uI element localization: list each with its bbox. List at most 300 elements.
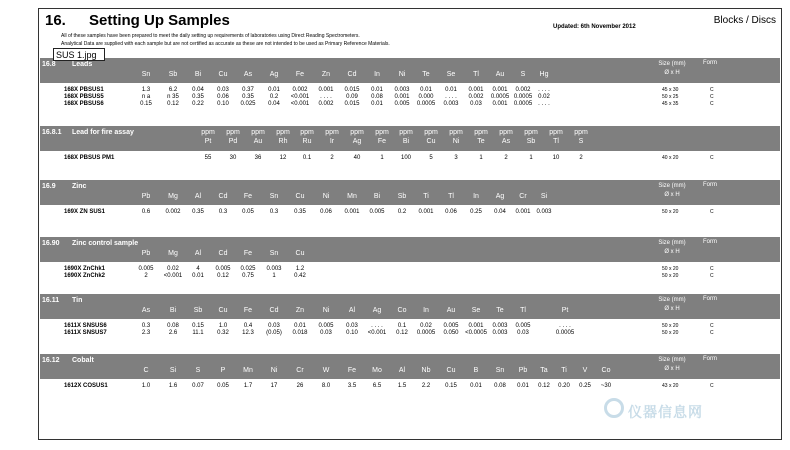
table-cell: 0.12 [167, 101, 179, 107]
table-cell: 0.04 [268, 101, 280, 107]
sample-code: 1612X COSUS1 [64, 383, 108, 389]
column-header: Te [422, 71, 430, 78]
column-header: W [322, 367, 330, 374]
column-header: Sb [397, 193, 407, 200]
column-unit: ppm [350, 129, 364, 136]
table-cell: 0.01 [294, 323, 306, 329]
table-cell: 0.06 [445, 209, 457, 215]
column-header [321, 128, 343, 146]
sample-code: 1690X ZnChk1 [64, 266, 106, 272]
table-cell: 2 [579, 155, 583, 161]
column-header: Mn [347, 193, 357, 200]
column-header: Cu [295, 193, 305, 200]
table-cell: 1 [529, 155, 533, 161]
column-header: P [220, 367, 226, 374]
section-header-bar [40, 180, 780, 205]
column-element: Rh [278, 138, 288, 145]
column-header: Mn [243, 367, 253, 374]
column-unit: ppm [226, 129, 240, 136]
table-cell: 0.01 [470, 383, 482, 389]
table-cell: 0.04 [494, 209, 506, 215]
column-element: Te [477, 138, 485, 145]
column-header [346, 128, 368, 146]
column-header: B [473, 367, 479, 374]
table-cell: 3 [454, 155, 458, 161]
column-header: Cd [269, 307, 279, 314]
table-cell: 1 [380, 155, 384, 161]
column-element: Fe [377, 138, 387, 145]
section-header-bar [40, 237, 780, 262]
column-header [420, 128, 442, 146]
column-header: In [423, 307, 429, 314]
column-header: Cd [218, 193, 228, 200]
section-number: 16. [45, 12, 66, 29]
section-title: 16.9 Zinc [42, 183, 87, 190]
table-cell: 0.06 [320, 209, 332, 215]
table-row [40, 208, 780, 216]
size-head-line: Size (mm) [658, 297, 686, 303]
sample-code: 168X PBSUS6 [64, 101, 104, 107]
table-cell: 5 [429, 155, 433, 161]
column-element: As [501, 138, 511, 145]
table-row [40, 329, 780, 337]
form-value: C [710, 383, 714, 389]
table-cell: 0.001 [468, 323, 484, 329]
column-header: Ni [322, 307, 330, 314]
section-subtitle: Cobalt [72, 357, 94, 364]
table-cell: 1.3 [141, 87, 151, 93]
table-cell: 0.15 [445, 383, 457, 389]
column-header: Au [446, 307, 456, 314]
table-cell: 0.015 [344, 87, 360, 93]
table-cell: 0.35 [192, 94, 204, 100]
section-subtitle: Zinc [72, 183, 87, 190]
column-header: Sn [269, 250, 279, 257]
column-header: As [141, 307, 151, 314]
table-cell: 0.005 [394, 101, 410, 107]
column-element: Ni [452, 138, 460, 145]
table-cell: 6.2 [168, 87, 178, 93]
column-header: Mg [168, 250, 178, 257]
table-cell: 26 [296, 383, 304, 389]
sample-code: 168X PBSUS1 [64, 87, 104, 93]
column-unit: ppm [276, 129, 290, 136]
column-unit: ppm [449, 129, 463, 136]
column-unit: ppm [549, 129, 563, 136]
table-cell: 0.08 [494, 383, 506, 389]
column-header: Al [348, 307, 356, 314]
column-header: Al [194, 250, 202, 257]
table-cell: 0.025 [240, 101, 256, 107]
table-cell: 0.005 [515, 323, 531, 329]
image-tab-label[interactable]: SUS 1.jpg [53, 48, 105, 61]
table-cell: 0.12 [217, 273, 229, 279]
column-header: Ni [322, 193, 330, 200]
column-header: Mg [168, 193, 178, 200]
intro-line: Analytical Data are supplied with each sample but are not certified as accurate as these are not intended to be used as Primary Reference Materials. [61, 41, 390, 47]
table-cell: 0.35 [294, 209, 306, 215]
table-cell: 1.6 [168, 383, 178, 389]
size-value: 50 x 20 [662, 323, 679, 329]
column-element: Tl [553, 138, 559, 145]
table-cell: 0.01 [420, 87, 432, 93]
table-cell: 0.003 [492, 323, 508, 329]
column-unit: ppm [300, 129, 314, 136]
table-cell: 0.22 [192, 101, 204, 107]
column-header: Al [194, 193, 202, 200]
table-cell: 0.001 [394, 94, 410, 100]
table-cell: 0.002 [515, 87, 531, 93]
table-cell: 0.25 [470, 209, 482, 215]
intro-line: All of these samples have been prepared to meet the daily setting up requirements of laboratories using Direct Reading Spectrometers. [61, 33, 360, 39]
column-header: Pb [141, 193, 151, 200]
column-header: Se [446, 71, 456, 78]
table-cell: 0.42 [294, 273, 306, 279]
size-column-header [652, 182, 692, 200]
table-cell: 0.003 [492, 330, 508, 336]
column-header: Ag [372, 307, 382, 314]
table-cell: 0.005 [138, 266, 154, 272]
table-cell: 0.003 [394, 87, 410, 93]
column-header: Ag [495, 193, 505, 200]
column-unit: ppm [325, 129, 339, 136]
column-element: Ag [352, 138, 362, 145]
table-cell: 0.001 [318, 87, 334, 93]
column-header: Ni [270, 367, 278, 374]
table-cell: 0.15 [140, 101, 152, 107]
section-subtitle: Leads [72, 61, 93, 68]
table-row [40, 272, 780, 280]
table-cell: 100 [400, 155, 411, 161]
table-cell: 12.3 [242, 330, 254, 336]
table-cell: 0.1 [302, 155, 312, 161]
column-header: Ti [423, 193, 429, 200]
table-cell: 0.2 [269, 94, 279, 100]
column-unit: ppm [399, 129, 413, 136]
column-header [197, 128, 219, 146]
table-cell: 0.06 [217, 94, 229, 100]
column-header: Pb [518, 367, 528, 374]
table-cell: 0.10 [346, 330, 358, 336]
table-cell: 2.2 [421, 383, 431, 389]
size-value: 50 x 20 [662, 266, 679, 272]
column-header: Zn [321, 71, 331, 78]
table-cell: . . . . [538, 87, 550, 93]
table-cell: 0.05 [242, 209, 254, 215]
column-header [371, 128, 393, 146]
column-element: Ru [302, 138, 312, 145]
size-value: 43 x 20 [662, 383, 679, 389]
table-cell: 0.005 [215, 266, 231, 272]
form-column-header: Form [703, 182, 717, 188]
table-cell: 0.25 [579, 383, 591, 389]
column-header: Sn [141, 71, 151, 78]
column-header: Cu [218, 307, 228, 314]
table-cell: 0.6 [141, 209, 151, 215]
table-cell: 0.01 [268, 87, 280, 93]
column-element: Au [253, 138, 263, 145]
form-value: C [710, 101, 714, 107]
column-header: Pt [561, 307, 569, 314]
column-header: Si [169, 367, 177, 374]
column-element: S [578, 138, 584, 145]
table-cell: 0.15 [192, 323, 204, 329]
form-value: C [710, 273, 714, 279]
column-header: Cd [347, 71, 357, 78]
table-cell: 0.025 [240, 266, 256, 272]
section-header-bar [40, 354, 780, 379]
size-value: 45 x 30 [662, 87, 679, 93]
table-cell: 0.001 [492, 101, 508, 107]
table-cell: 0.005 [443, 323, 459, 329]
table-cell: 0.04 [192, 87, 204, 93]
form-value: C [710, 266, 714, 272]
column-header: Fe [243, 307, 253, 314]
table-cell: 0.12 [538, 383, 550, 389]
column-header: Sn [495, 367, 505, 374]
column-header [570, 128, 592, 146]
table-cell: 0.003 [536, 209, 552, 215]
table-cell: . . . . [320, 94, 332, 100]
table-cell: 3.5 [347, 383, 357, 389]
column-header: In [374, 71, 380, 78]
size-column-header [652, 296, 692, 314]
table-cell: 2 [504, 155, 508, 161]
table-cell: 0.002 [292, 87, 308, 93]
section-header-bar [40, 294, 780, 319]
document-page [38, 8, 782, 440]
column-header [272, 128, 294, 146]
column-element: Bi [402, 138, 410, 145]
size-head-line: Size (mm) [658, 61, 686, 67]
table-cell: 0.35 [192, 209, 204, 215]
section-header-bar [40, 126, 780, 151]
size-value: 50 x 20 [662, 330, 679, 336]
page-title: Setting Up Samples [89, 12, 230, 29]
watermark: 仪器信息网 [628, 404, 703, 420]
section-subtitle: Zinc control sample [72, 240, 139, 247]
table-cell: <0.001 [290, 101, 310, 107]
table-cell: <0.001 [290, 94, 310, 100]
table-cell: 0.35 [242, 94, 254, 100]
table-cell: 10 [552, 155, 560, 161]
table-cell: 0.05 [217, 383, 229, 389]
column-header: Si [540, 193, 548, 200]
table-cell: ~30 [600, 383, 612, 389]
size-head-line: Size (mm) [658, 183, 686, 189]
table-cell: 1.7 [243, 383, 253, 389]
table-cell: 6.5 [372, 383, 382, 389]
column-header [222, 128, 244, 146]
size-head-line: Ø x H [664, 70, 680, 76]
table-cell: 0.002 [165, 209, 181, 215]
form-value: C [710, 155, 714, 161]
table-cell: 2 [330, 155, 334, 161]
column-header: Tl [520, 307, 526, 314]
table-cell: 0.0005 [513, 94, 533, 100]
table-cell: 0.001 [344, 209, 360, 215]
column-unit: ppm [499, 129, 513, 136]
table-cell: 30 [229, 155, 237, 161]
form-column-header: Form [703, 296, 717, 302]
form-value: C [710, 323, 714, 329]
table-cell: 0.0005 [490, 94, 510, 100]
column-header [247, 128, 269, 146]
sample-code: 168X PBSUS PM1 [64, 155, 115, 161]
table-cell: 0.003 [266, 266, 282, 272]
form-value: C [710, 94, 714, 100]
column-header [495, 128, 517, 146]
column-header: Co [601, 367, 611, 374]
column-header: Cr [296, 367, 304, 374]
table-cell: 0.08 [371, 94, 383, 100]
column-header: Co [397, 307, 407, 314]
table-cell: 1.5 [397, 383, 407, 389]
column-header: Au [495, 71, 505, 78]
table-cell: 0.09 [346, 94, 358, 100]
column-unit: ppm [375, 129, 389, 136]
size-column-header [652, 356, 692, 374]
table-cell: (0.05) [266, 330, 282, 336]
column-header: Cu [446, 367, 456, 374]
table-cell: 0.018 [292, 330, 308, 336]
column-header: Fe [347, 367, 357, 374]
size-head-line: Size (mm) [658, 357, 686, 363]
sample-code: 1690X ZnChk2 [64, 273, 106, 279]
sample-code: 168X PBSUS5 [64, 94, 104, 100]
column-header: Cr [519, 193, 527, 200]
table-cell: <0.0005 [465, 330, 487, 336]
table-cell: 0.02 [538, 94, 550, 100]
column-header: Cd [218, 250, 228, 257]
sample-code: 169X ZN SUS1 [64, 209, 106, 215]
size-value: 50 x 25 [662, 94, 679, 100]
size-value: 50 x 20 [662, 273, 679, 279]
column-element: Ir [329, 138, 335, 145]
column-header: Se [471, 307, 481, 314]
table-cell: 0.75 [242, 273, 254, 279]
table-cell: 0.03 [320, 330, 332, 336]
table-cell: 1 [272, 273, 276, 279]
column-element: Pd [228, 138, 238, 145]
table-cell: 0.03 [470, 101, 482, 107]
column-element: Pt [204, 138, 212, 145]
form-column-header: Form [703, 239, 717, 245]
column-header [520, 128, 542, 146]
table-cell: 0.015 [344, 101, 360, 107]
sample-code: 1611X SNSUS6 [64, 323, 107, 329]
column-header: Te [496, 307, 504, 314]
table-cell: 0.3 [141, 323, 151, 329]
column-header: Ti [561, 367, 567, 374]
column-header: Bi [373, 193, 381, 200]
table-cell: 0.001 [418, 209, 434, 215]
table-cell: 0.001 [515, 209, 531, 215]
table-cell: 0.0005 [416, 101, 436, 107]
table-cell: 0.0005 [416, 330, 436, 336]
table-cell: 1.0 [141, 383, 151, 389]
table-cell: 0.08 [167, 323, 179, 329]
size-head-line: Ø x H [664, 249, 680, 255]
table-cell: 0.002 [318, 101, 334, 107]
table-cell: . . . . [559, 323, 571, 329]
form-value: C [710, 87, 714, 93]
form-value: C [710, 330, 714, 336]
column-header: Fe [295, 71, 305, 78]
column-element: Cu [426, 138, 436, 145]
watermark-logo-icon [604, 398, 624, 418]
section-title: 16.11 Tin [42, 297, 83, 304]
column-header: Ni [398, 71, 406, 78]
section-subtitle: Tin [72, 297, 83, 304]
table-cell: . . . . [538, 101, 550, 107]
form-value: C [710, 209, 714, 215]
size-column-header [652, 239, 692, 257]
section-subtitle: Lead for fire assay [72, 129, 134, 136]
column-header: In [473, 193, 479, 200]
section-title: 16.12 Cobalt [42, 357, 94, 364]
section-title: 16.8 Leads [42, 61, 93, 68]
column-header: Cu [218, 71, 228, 78]
size-value: 50 x 20 [662, 209, 679, 215]
column-header: Sb [193, 307, 203, 314]
column-header [296, 128, 318, 146]
table-cell: 0.07 [192, 383, 204, 389]
table-cell: 1 [479, 155, 483, 161]
table-cell: 0.050 [443, 330, 459, 336]
column-element: Sb [526, 138, 536, 145]
table-cell: 0.005 [318, 323, 334, 329]
column-header: Zn [295, 307, 305, 314]
table-cell: 0.001 [468, 87, 484, 93]
table-cell: 17 [270, 383, 278, 389]
column-header: Ag [269, 71, 279, 78]
table-cell: 0.02 [420, 323, 432, 329]
table-cell: 2.3 [141, 330, 151, 336]
table-cell: 0.02 [167, 266, 179, 272]
column-header: As [243, 71, 253, 78]
table-cell: 0.01 [517, 383, 529, 389]
column-header: Hg [539, 71, 549, 78]
column-header: Tl [473, 71, 479, 78]
table-cell: 0.1 [397, 323, 407, 329]
table-cell: 0.000 [418, 94, 434, 100]
table-cell: <0.001 [163, 273, 183, 279]
table-cell: 11.1 [192, 330, 204, 336]
table-cell: 4 [196, 266, 200, 272]
form-column-header: Form [703, 60, 717, 66]
intro-text [61, 32, 661, 48]
section-title: 16.90 Zinc control sample [42, 240, 139, 247]
column-header: Fe [243, 250, 253, 257]
table-cell: 36 [254, 155, 262, 161]
table-cell: 12 [279, 155, 287, 161]
size-column-header [652, 60, 692, 78]
column-header: Nb [421, 367, 431, 374]
table-cell: 2 [144, 273, 148, 279]
table-cell: 0.001 [492, 87, 508, 93]
table-row [40, 154, 780, 162]
table-cell: 0.37 [242, 87, 254, 93]
table-row [40, 100, 780, 108]
table-cell: 0.03 [346, 323, 358, 329]
table-cell: 0.2 [397, 209, 407, 215]
table-cell: 40 [353, 155, 361, 161]
table-cell: 8.0 [321, 383, 331, 389]
section-header-bar [40, 58, 780, 83]
size-value: 40 x 20 [662, 155, 679, 161]
column-header: S [520, 71, 526, 78]
